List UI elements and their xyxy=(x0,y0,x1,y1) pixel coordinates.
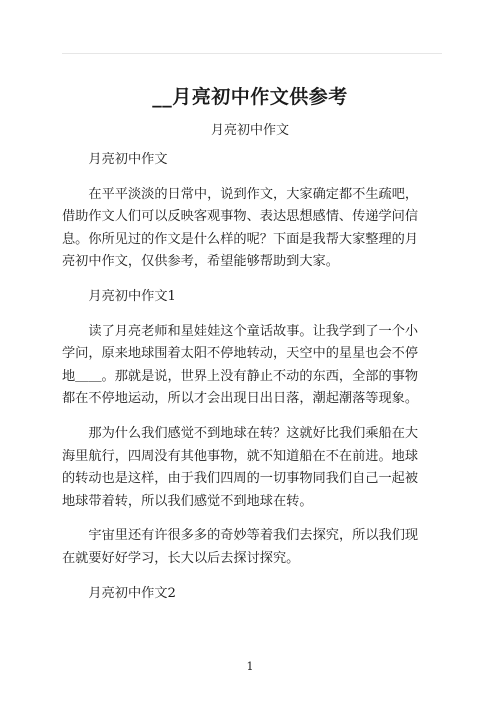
header-rule xyxy=(62,53,442,54)
document-title: __月亮初中作文供参考 xyxy=(152,86,348,108)
document-subtitle: 月亮初中作文 xyxy=(210,123,289,138)
text-line: 在平平淡淡的日常中，说到作文，大家确定都不生疏吧， xyxy=(88,186,419,202)
text-line: 的转动也是这样，由于我们四周的一切事物同我们自己一起被 xyxy=(62,471,419,487)
intro-paragraph xyxy=(62,184,442,274)
text-line: 息。你所见过的作文是什么样的呢？下面是我帮大家整理的月 xyxy=(62,231,419,247)
section-heading-intro: 月亮初中作文 xyxy=(88,152,168,167)
text-line: 地球带着转，所以我们感觉不到地球在转。 xyxy=(62,493,313,509)
text-line: 宇宙里还有许很多多的奇妙等着我们去探究，所以我们现 xyxy=(88,528,419,544)
text-line: 海里航行，四周没有其他事物，就不知道船在不在前进。地球 xyxy=(62,448,419,464)
section-heading-2: 月亮初中作文2 xyxy=(88,585,176,601)
essay1-paragraph-1 xyxy=(62,321,442,411)
text-line: 地＿＿。那就是说，世界上没有静止不动的东西，全部的事物 xyxy=(62,368,419,384)
document-body xyxy=(62,149,442,605)
essay1-paragraph-3 xyxy=(62,525,442,570)
page-number: 1 xyxy=(246,660,254,673)
text-line: 学问，原来地球围着太阳不停地转动，天空中的星星也会不停 xyxy=(62,346,419,362)
section-heading-1: 月亮初中作文1 xyxy=(88,288,176,304)
text-line: 那为什么我们感觉不到地球在转？这就好比我们乘船在大 xyxy=(88,425,419,441)
text-line: 借助作文人们可以反映客观事物、表达思想感情、传递学问信 xyxy=(62,209,419,225)
text-line: 都在不停地运动，所以才会出现日出日落，潮起潮落等现象。 xyxy=(62,391,419,407)
text-line: 在就要好好学习，长大以后去探讨探究。 xyxy=(62,550,300,566)
essay1-paragraph-2 xyxy=(62,423,442,513)
text-line: 亮初中作文，仅供参考，希望能够帮助到大家。 xyxy=(62,254,339,270)
text-line: 读了月亮老师和星娃娃这个童话故事。让我学到了一个小 xyxy=(88,323,419,339)
